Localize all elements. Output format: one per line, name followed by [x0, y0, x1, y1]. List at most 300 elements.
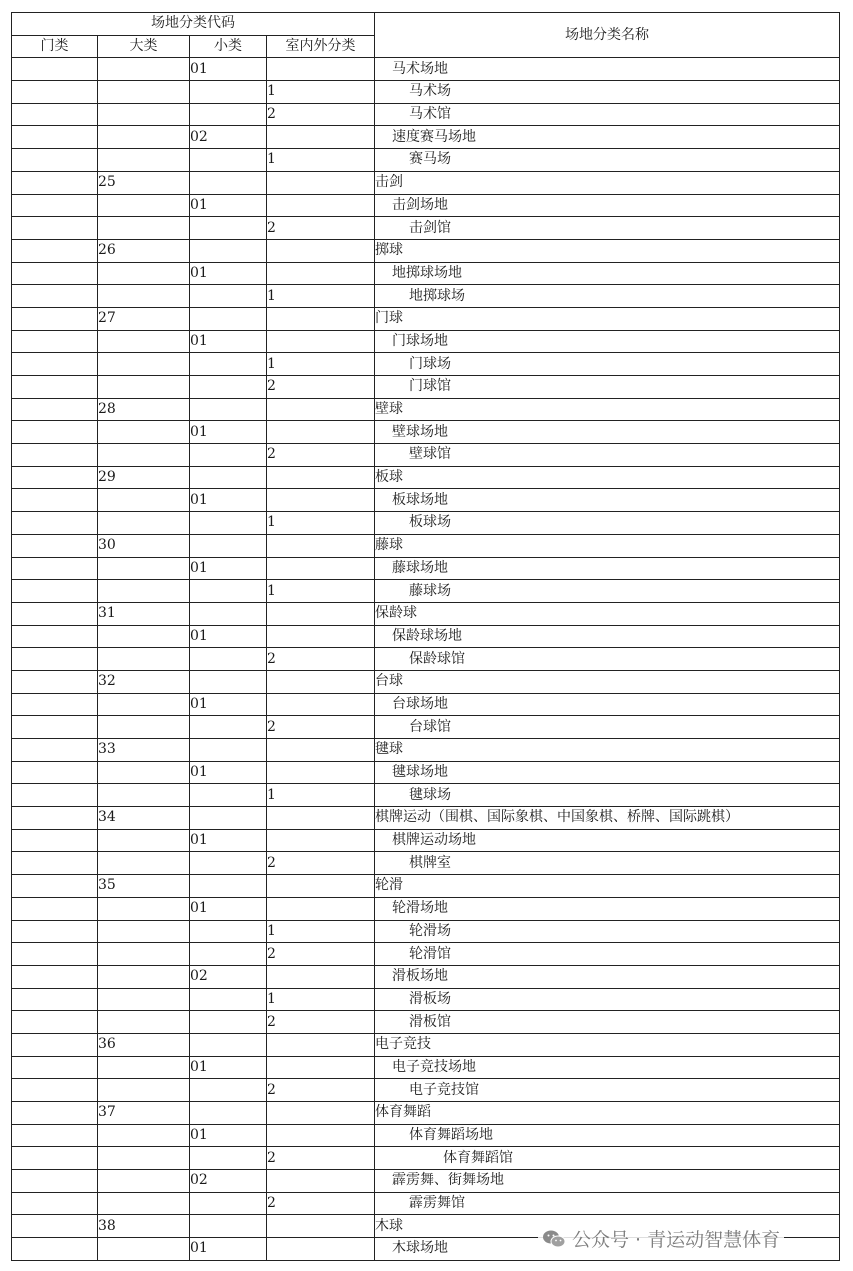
men-cell	[12, 693, 98, 716]
da-code-cell: 37	[98, 1102, 190, 1125]
inout-code-cell	[267, 829, 375, 852]
men-cell	[12, 1124, 98, 1147]
table-row	[12, 988, 840, 1011]
xiao-code-cell	[190, 1011, 267, 1034]
inout-code-cell	[267, 670, 375, 693]
xiao-code-cell: 01	[190, 262, 267, 285]
xiao-code-cell	[190, 670, 267, 693]
venue-name-cell: 台球馆	[375, 716, 840, 739]
table-row	[12, 1011, 840, 1034]
da-code-cell	[98, 693, 190, 716]
da-code-cell: 33	[98, 739, 190, 762]
men-cell	[12, 670, 98, 693]
venue-name-cell: 板球场	[375, 512, 840, 535]
inout-code-cell: 1	[267, 784, 375, 807]
table-row	[12, 943, 840, 966]
xiao-code-cell	[190, 602, 267, 625]
venue-name-cell: 板球	[375, 466, 840, 489]
table-row	[12, 920, 840, 943]
venue-name-cell: 毽球	[375, 739, 840, 762]
xiao-column-header: 小类	[190, 35, 267, 58]
inout-code-cell: 2	[267, 217, 375, 240]
xiao-code-cell	[190, 307, 267, 330]
inout-code-cell	[267, 466, 375, 489]
da-code-cell	[98, 897, 190, 920]
da-code-cell	[98, 58, 190, 81]
venue-name-cell: 轮滑馆	[375, 943, 840, 966]
venue-name-cell: 保龄球馆	[375, 648, 840, 671]
men-cell	[12, 534, 98, 557]
men-cell	[12, 103, 98, 126]
watermark	[538, 1225, 784, 1252]
venue-name-cell: 滑板场	[375, 988, 840, 1011]
da-code-cell	[98, 1192, 190, 1215]
inout-code-cell: 1	[267, 149, 375, 172]
venue-name-cell: 霹雳舞馆	[375, 1192, 840, 1215]
inout-code-cell	[267, 1238, 375, 1261]
inout-code-cell: 1	[267, 81, 375, 104]
inout-code-cell: 1	[267, 580, 375, 603]
da-code-cell	[98, 1170, 190, 1193]
venue-name-cell: 轮滑场	[375, 920, 840, 943]
xiao-code-cell	[190, 1147, 267, 1170]
table-row	[12, 693, 840, 716]
xiao-code-cell	[190, 920, 267, 943]
men-cell	[12, 625, 98, 648]
table-row	[12, 580, 840, 603]
inout-code-cell	[267, 126, 375, 149]
table-row	[12, 1033, 840, 1056]
da-code-cell: 32	[98, 670, 190, 693]
da-code-cell: 36	[98, 1033, 190, 1056]
da-code-cell	[98, 761, 190, 784]
inout-code-cell	[267, 897, 375, 920]
table-row	[12, 171, 840, 194]
da-code-cell	[98, 648, 190, 671]
inout-code-cell	[267, 489, 375, 512]
venue-name-cell: 毽球场	[375, 784, 840, 807]
men-cell	[12, 784, 98, 807]
men-cell	[12, 1102, 98, 1125]
inout-code-cell	[267, 1056, 375, 1079]
da-code-cell	[98, 557, 190, 580]
inout-code-cell	[267, 557, 375, 580]
xiao-code-cell	[190, 648, 267, 671]
inout-code-cell: 1	[267, 988, 375, 1011]
da-code-cell	[98, 81, 190, 104]
da-code-cell: 31	[98, 602, 190, 625]
da-code-cell	[98, 126, 190, 149]
men-cell	[12, 307, 98, 330]
venue-name-cell: 壁球场地	[375, 421, 840, 444]
venue-name-cell: 藤球场地	[375, 557, 840, 580]
men-cell	[12, 444, 98, 467]
venue-name-cell: 电子竞技	[375, 1033, 840, 1056]
xiao-code-cell	[190, 1192, 267, 1215]
table-row	[12, 217, 840, 240]
men-cell	[12, 580, 98, 603]
da-code-cell	[98, 285, 190, 308]
xiao-code-cell	[190, 149, 267, 172]
men-cell	[12, 217, 98, 240]
men-cell	[12, 1215, 98, 1238]
venue-name-cell: 体育舞蹈	[375, 1102, 840, 1125]
table-row	[12, 716, 840, 739]
venue-name-cell: 门球	[375, 307, 840, 330]
venue-name-cell: 滑板馆	[375, 1011, 840, 1034]
table-row	[12, 829, 840, 852]
venue-name-cell: 台球场地	[375, 693, 840, 716]
venue-name-cell: 体育舞蹈馆	[375, 1147, 840, 1170]
men-cell	[12, 875, 98, 898]
men-cell	[12, 149, 98, 172]
inout-code-cell	[267, 965, 375, 988]
da-code-cell	[98, 262, 190, 285]
da-code-cell	[98, 489, 190, 512]
table-row	[12, 262, 840, 285]
table-row	[12, 625, 840, 648]
inout-code-cell	[267, 625, 375, 648]
table-row	[12, 807, 840, 830]
men-cell	[12, 239, 98, 262]
men-cell	[12, 852, 98, 875]
table-row	[12, 852, 840, 875]
venue-name-cell: 电子竞技场地	[375, 1056, 840, 1079]
men-cell	[12, 376, 98, 399]
men-cell	[12, 171, 98, 194]
da-code-cell	[98, 965, 190, 988]
da-code-cell	[98, 580, 190, 603]
table-row	[12, 965, 840, 988]
header-row-1	[12, 13, 840, 36]
men-cell	[12, 920, 98, 943]
inout-code-cell: 1	[267, 353, 375, 376]
men-cell	[12, 58, 98, 81]
name-column-header: 场地分类名称	[375, 13, 840, 58]
venue-name-cell: 击剑馆	[375, 217, 840, 240]
venue-name-cell: 马术馆	[375, 103, 840, 126]
men-cell	[12, 1079, 98, 1102]
da-code-cell	[98, 376, 190, 399]
men-cell	[12, 965, 98, 988]
venue-name-cell: 藤球	[375, 534, 840, 557]
venue-name-cell: 棋牌运动场地	[375, 829, 840, 852]
xiao-code-cell	[190, 943, 267, 966]
men-cell	[12, 1170, 98, 1193]
watermark-text: 公众号 · 青运动智慧体育	[572, 1229, 781, 1251]
venue-name-cell: 毽球场地	[375, 761, 840, 784]
inout-code-cell: 2	[267, 716, 375, 739]
table-row	[12, 398, 840, 421]
da-code-cell	[98, 217, 190, 240]
da-code-cell	[98, 330, 190, 353]
xiao-code-cell	[190, 988, 267, 1011]
men-cell	[12, 1033, 98, 1056]
inout-code-cell: 2	[267, 376, 375, 399]
da-code-cell	[98, 194, 190, 217]
venue-name-cell: 地掷球场	[375, 285, 840, 308]
men-cell	[12, 648, 98, 671]
table-row	[12, 1170, 840, 1193]
men-cell	[12, 897, 98, 920]
men-cell	[12, 988, 98, 1011]
table-row	[12, 875, 840, 898]
da-code-cell	[98, 716, 190, 739]
da-code-cell	[98, 1079, 190, 1102]
table-row	[12, 353, 840, 376]
venue-name-cell: 棋牌运动（围棋、国际象棋、中国象棋、桥牌、国际跳棋）	[375, 807, 840, 830]
venue-name-cell: 棋牌室	[375, 852, 840, 875]
table-row	[12, 421, 840, 444]
xiao-code-cell: 01	[190, 761, 267, 784]
inout-code-cell	[267, 1102, 375, 1125]
men-cell	[12, 943, 98, 966]
venue-name-cell: 击剑场地	[375, 194, 840, 217]
venue-name-cell: 掷球	[375, 239, 840, 262]
venue-name-cell: 马术场	[375, 81, 840, 104]
da-code-cell	[98, 852, 190, 875]
xiao-code-cell	[190, 217, 267, 240]
inout-code-cell: 2	[267, 1011, 375, 1034]
venue-name-cell: 轮滑	[375, 875, 840, 898]
da-code-cell	[98, 1056, 190, 1079]
xiao-code-cell	[190, 1033, 267, 1056]
da-code-cell	[98, 353, 190, 376]
inout-column-header: 室内外分类	[267, 35, 375, 58]
men-cell	[12, 398, 98, 421]
xiao-code-cell	[190, 239, 267, 262]
venue-name-cell: 赛马场	[375, 149, 840, 172]
xiao-code-cell	[190, 807, 267, 830]
men-cell	[12, 330, 98, 353]
venue-name-cell: 门球馆	[375, 376, 840, 399]
inout-code-cell	[267, 330, 375, 353]
men-cell	[12, 1238, 98, 1261]
venue-classification-table	[11, 12, 840, 1261]
table-row	[12, 512, 840, 535]
inout-code-cell	[267, 693, 375, 716]
inout-code-cell	[267, 421, 375, 444]
inout-code-cell: 2	[267, 943, 375, 966]
xiao-code-cell: 01	[190, 489, 267, 512]
da-column-header: 大类	[98, 35, 190, 58]
xiao-code-cell: 01	[190, 1124, 267, 1147]
da-code-cell: 27	[98, 307, 190, 330]
da-code-cell	[98, 1124, 190, 1147]
men-cell	[12, 262, 98, 285]
inout-code-cell	[267, 1124, 375, 1147]
table-row	[12, 534, 840, 557]
table-row	[12, 648, 840, 671]
xiao-code-cell	[190, 580, 267, 603]
table-row	[12, 149, 840, 172]
table-row	[12, 739, 840, 762]
xiao-code-cell	[190, 784, 267, 807]
code-group-header: 场地分类代码	[12, 13, 375, 36]
men-cell	[12, 602, 98, 625]
table-row	[12, 761, 840, 784]
venue-name-cell: 体育舞蹈场地	[375, 1124, 840, 1147]
da-code-cell: 28	[98, 398, 190, 421]
da-code-cell: 38	[98, 1215, 190, 1238]
inout-code-cell	[267, 602, 375, 625]
inout-code-cell: 2	[267, 852, 375, 875]
men-cell	[12, 81, 98, 104]
da-code-cell	[98, 103, 190, 126]
da-code-cell	[98, 988, 190, 1011]
inout-code-cell: 1	[267, 920, 375, 943]
xiao-code-cell	[190, 534, 267, 557]
table-row	[12, 602, 840, 625]
xiao-code-cell	[190, 285, 267, 308]
da-code-cell	[98, 784, 190, 807]
inout-code-cell: 2	[267, 444, 375, 467]
xiao-code-cell	[190, 739, 267, 762]
men-cell	[12, 829, 98, 852]
xiao-code-cell	[190, 103, 267, 126]
inout-code-cell: 2	[267, 1079, 375, 1102]
wechat-icon	[542, 1229, 566, 1249]
table-row	[12, 126, 840, 149]
inout-code-cell	[267, 739, 375, 762]
table-row	[12, 194, 840, 217]
xiao-code-cell	[190, 1215, 267, 1238]
table-row	[12, 1056, 840, 1079]
venue-name-cell: 木球	[375, 1215, 840, 1238]
table-row	[12, 489, 840, 512]
da-code-cell	[98, 444, 190, 467]
venue-name-cell: 击剑	[375, 171, 840, 194]
xiao-code-cell: 02	[190, 1170, 267, 1193]
da-code-cell	[98, 625, 190, 648]
inout-code-cell	[267, 58, 375, 81]
xiao-code-cell: 01	[190, 557, 267, 580]
inout-code-cell	[267, 171, 375, 194]
venue-name-cell: 藤球场	[375, 580, 840, 603]
table-row	[12, 1079, 840, 1102]
inout-code-cell: 2	[267, 1192, 375, 1215]
inout-code-cell	[267, 534, 375, 557]
xiao-code-cell	[190, 376, 267, 399]
table-row	[12, 466, 840, 489]
men-cell	[12, 739, 98, 762]
xiao-code-cell	[190, 716, 267, 739]
table-row	[12, 330, 840, 353]
xiao-code-cell: 01	[190, 1238, 267, 1261]
da-code-cell: 25	[98, 171, 190, 194]
da-code-cell: 34	[98, 807, 190, 830]
xiao-code-cell	[190, 353, 267, 376]
table-row	[12, 307, 840, 330]
inout-code-cell: 2	[267, 103, 375, 126]
men-cell	[12, 512, 98, 535]
venue-name-cell: 马术场地	[375, 58, 840, 81]
xiao-code-cell	[190, 81, 267, 104]
da-code-cell	[98, 829, 190, 852]
inout-code-cell	[267, 761, 375, 784]
table-row	[12, 103, 840, 126]
da-code-cell: 30	[98, 534, 190, 557]
xiao-code-cell	[190, 512, 267, 535]
xiao-code-cell	[190, 852, 267, 875]
men-column-header: 门类	[12, 35, 98, 58]
xiao-code-cell: 01	[190, 194, 267, 217]
xiao-code-cell: 01	[190, 829, 267, 852]
da-code-cell: 29	[98, 466, 190, 489]
venue-name-cell: 速度赛马场地	[375, 126, 840, 149]
men-cell	[12, 1147, 98, 1170]
inout-code-cell	[267, 1170, 375, 1193]
venue-name-cell: 壁球馆	[375, 444, 840, 467]
men-cell	[12, 489, 98, 512]
venue-name-cell: 木球场地	[375, 1238, 840, 1261]
xiao-code-cell: 01	[190, 421, 267, 444]
xiao-code-cell: 01	[190, 897, 267, 920]
table-row	[12, 444, 840, 467]
xiao-code-cell: 01	[190, 330, 267, 353]
da-code-cell	[98, 149, 190, 172]
xiao-code-cell	[190, 398, 267, 421]
table-row	[12, 784, 840, 807]
inout-code-cell	[267, 307, 375, 330]
inout-code-cell	[267, 807, 375, 830]
venue-name-cell: 地掷球场地	[375, 262, 840, 285]
da-code-cell	[98, 920, 190, 943]
venue-name-cell: 壁球	[375, 398, 840, 421]
men-cell	[12, 1192, 98, 1215]
xiao-code-cell: 01	[190, 1056, 267, 1079]
men-cell	[12, 421, 98, 444]
da-code-cell	[98, 943, 190, 966]
table-row	[12, 239, 840, 262]
table-row	[12, 376, 840, 399]
men-cell	[12, 1056, 98, 1079]
table-row	[12, 1124, 840, 1147]
xiao-code-cell: 01	[190, 693, 267, 716]
table-row	[12, 58, 840, 81]
inout-code-cell: 2	[267, 1147, 375, 1170]
table-body	[12, 58, 840, 1260]
da-code-cell	[98, 421, 190, 444]
men-cell	[12, 466, 98, 489]
table-row	[12, 557, 840, 580]
table-row	[12, 670, 840, 693]
xiao-code-cell: 01	[190, 625, 267, 648]
inout-code-cell	[267, 194, 375, 217]
venue-name-cell: 台球	[375, 670, 840, 693]
inout-code-cell: 1	[267, 512, 375, 535]
men-cell	[12, 1011, 98, 1034]
table-row	[12, 1102, 840, 1125]
table-row	[12, 81, 840, 104]
venue-name-cell: 霹雳舞、街舞场地	[375, 1170, 840, 1193]
table-row	[12, 1147, 840, 1170]
xiao-code-cell: 02	[190, 965, 267, 988]
da-code-cell	[98, 512, 190, 535]
venue-name-cell: 门球场地	[375, 330, 840, 353]
table-row	[12, 285, 840, 308]
inout-code-cell	[267, 875, 375, 898]
men-cell	[12, 557, 98, 580]
venue-name-cell: 板球场地	[375, 489, 840, 512]
inout-code-cell: 1	[267, 285, 375, 308]
da-code-cell	[98, 1011, 190, 1034]
inout-code-cell	[267, 1033, 375, 1056]
men-cell	[12, 716, 98, 739]
xiao-code-cell: 01	[190, 58, 267, 81]
venue-name-cell: 保龄球	[375, 602, 840, 625]
inout-code-cell	[267, 398, 375, 421]
